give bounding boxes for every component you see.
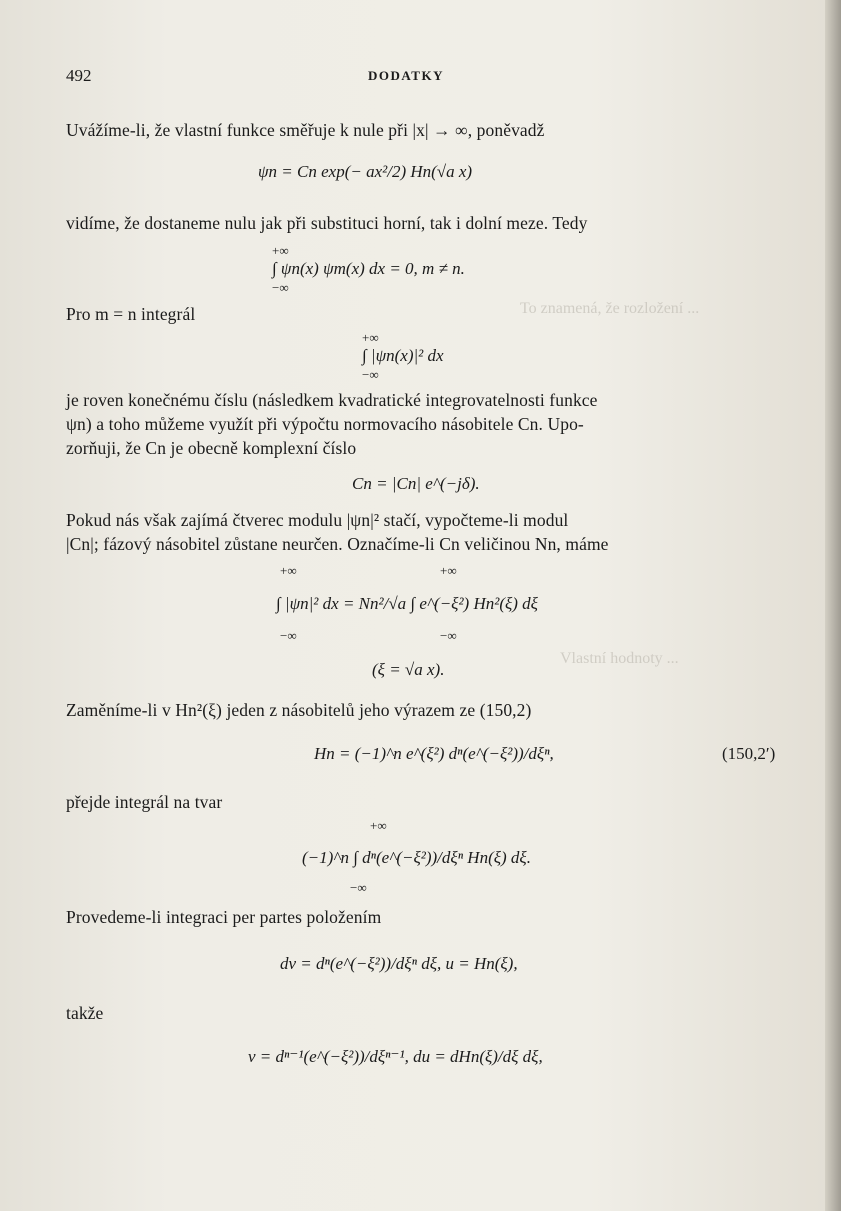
integral-lower-limit: −∞: [350, 880, 367, 895]
integral-upper-limit: +∞: [370, 818, 387, 833]
integral-lower-limit: −∞: [272, 280, 289, 295]
equation-orthogonality: ∫ ψn(x) ψm(x) dx = 0, m ≠ n.: [272, 259, 465, 278]
running-header: DODATKY: [368, 68, 444, 83]
page-number: 492: [66, 66, 92, 85]
text-line: Pro m = n integrál: [66, 304, 196, 324]
show-through-text: To znamená, že rozložení ...: [520, 300, 700, 317]
equation-modulus-integral: ∫ |ψn|² dx = Nn²/√a ∫ e^(−ξ²) Hn²(ξ) dξ: [276, 594, 538, 613]
equation-parts-dv: dv = dⁿ(e^(−ξ²))/dξⁿ dξ, u = Hn(ξ),: [280, 954, 518, 973]
show-through-text: Vlastní hodnoty ...: [560, 650, 679, 667]
text-line: Zaměníme-li v Hn²(ξ) jeden z násobitelů jeho výrazem ze (150,2): [66, 700, 532, 720]
equation-cn-complex: Cn = |Cn| e^(−jδ).: [352, 474, 480, 493]
integral-upper-limit: +∞: [272, 243, 289, 258]
integral-upper-limit: +∞: [362, 330, 379, 345]
text-line: Provedeme-li integraci per partes položením: [66, 907, 382, 927]
integral-upper-limit: +∞: [440, 563, 457, 578]
text-line: |Cn|; fázový násobitel zůstane neurčen. Označíme-li Cn veličinou Nn, máme: [66, 534, 609, 554]
text-line: přejde integrál na tvar: [66, 792, 223, 812]
text-line: je roven konečnému číslu (následkem kvadratické integrovatelnosti funkce: [66, 390, 598, 410]
equation-rodrigues: Hn = (−1)^n e^(ξ²) dⁿ(e^(−ξ²))/dξⁿ,: [314, 744, 554, 763]
integral-lower-limit: −∞: [440, 628, 457, 643]
equation-substitution: (ξ = √a x).: [372, 660, 445, 679]
integral-upper-limit: +∞: [280, 563, 297, 578]
text-line: ψn) a toho můžeme využít při výpočtu normovacího násobitele Cn. Upo-: [66, 414, 584, 434]
integral-lower-limit: −∞: [280, 628, 297, 643]
equation-psi-n: ψn = Cn exp(− ax²/2) Hn(√a x): [258, 162, 473, 181]
text-line: takže: [66, 1003, 104, 1023]
equation-transformed-integral: (−1)^n ∫ dⁿ(e^(−ξ²))/dξⁿ Hn(ξ) dξ.: [302, 848, 531, 867]
equation-number: (150,2′): [722, 744, 776, 763]
page-edge-shadow: [825, 0, 841, 1211]
integral-lower-limit: −∞: [362, 367, 379, 382]
text-line: Pokud nás však zajímá čtverec modulu |ψn|² stačí, vypočteme-li modul: [66, 510, 569, 530]
text-line: zorňuji, že Cn je obecně komplexní číslo: [66, 438, 357, 458]
text-line: vidíme, že dostaneme nulu jak při substituci horní, tak i dolní meze. Tedy: [66, 213, 588, 233]
equation-parts-v: v = dⁿ⁻¹(e^(−ξ²))/dξⁿ⁻¹, du = dHn(ξ)/dξ dξ,: [248, 1047, 543, 1066]
text-line: Uvážíme-li, že vlastní funkce směřuje k nule při |x| → ∞, poněvadž: [66, 120, 545, 140]
equation-norm-integral: ∫ |ψn(x)|² dx: [362, 346, 444, 365]
